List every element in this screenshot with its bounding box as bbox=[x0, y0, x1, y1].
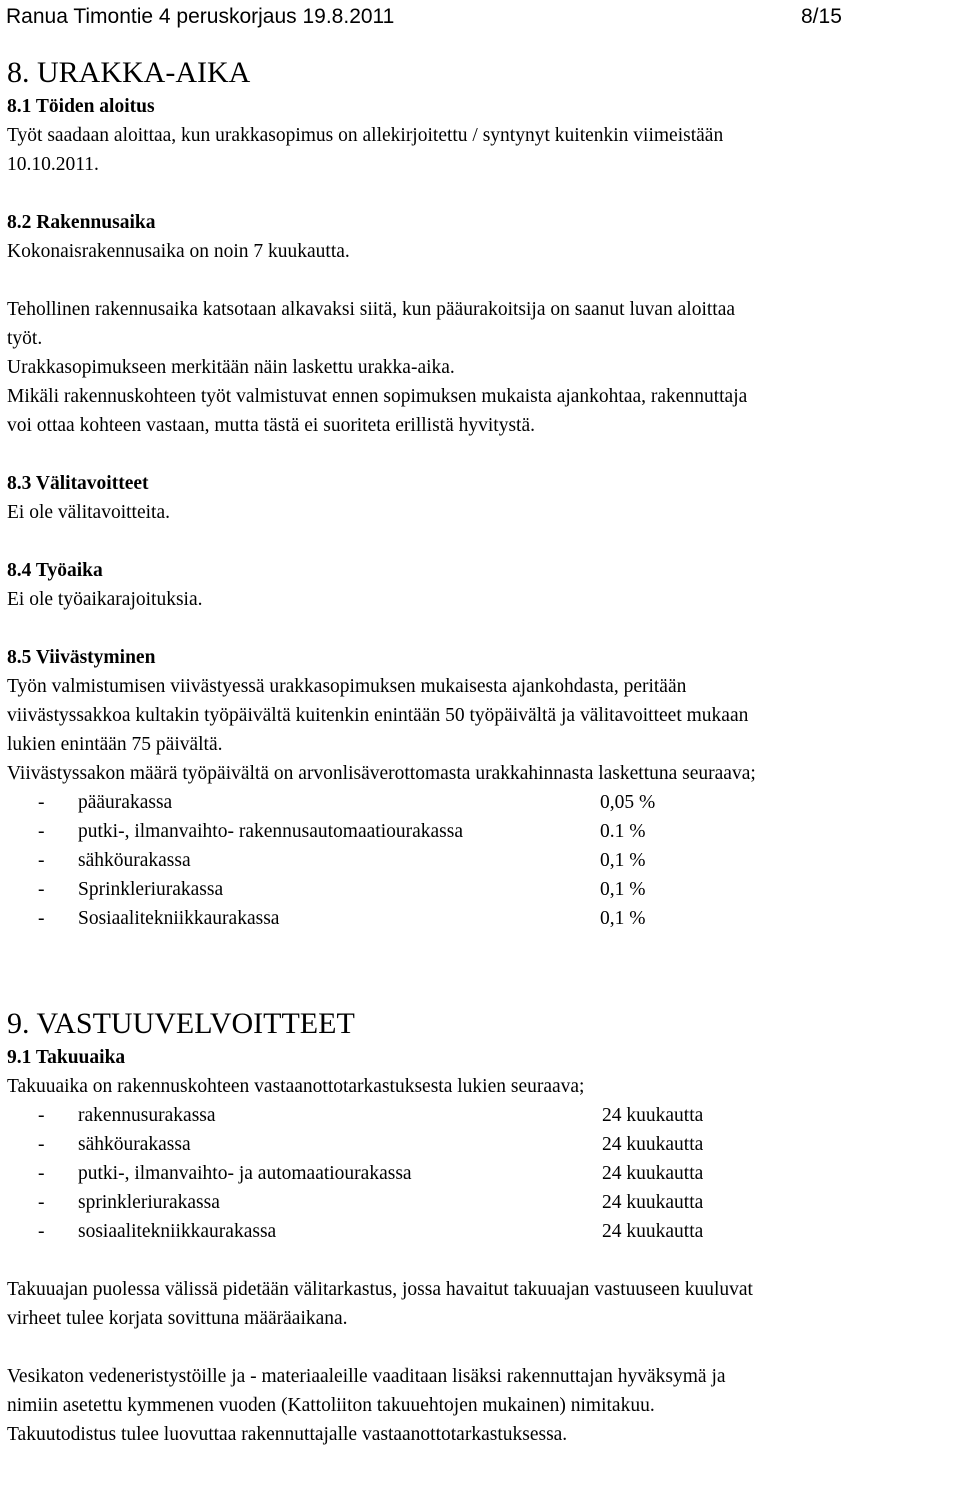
section-9-1-heading: 9.1 Takuuaika bbox=[7, 1047, 126, 1068]
section-8-2-text: voi ottaa kohteen vastaan, mutta tästä ei suoriteta erillistä hyvitystä. bbox=[7, 415, 535, 436]
roofing-warranty-text: nimiin asetettu kymmenen vuoden (Kattoliiton takuuehtojen mukainen) nimitakuu. bbox=[7, 1395, 655, 1416]
warranty-label: sprinkleriurakassa bbox=[78, 1192, 220, 1213]
penalty-label: Sosiaalitekniikkaurakassa bbox=[78, 908, 280, 929]
warranty-row: - rakennusurakassa 24 kuukautta bbox=[7, 1101, 957, 1130]
section-8-2-heading: 8.2 Rakennusaika bbox=[7, 212, 156, 233]
penalty-label: sähköurakassa bbox=[78, 850, 191, 871]
penalty-label: pääurakassa bbox=[78, 792, 173, 813]
warranty-label: sosiaalitekniikkaurakassa bbox=[78, 1221, 277, 1242]
warranty-value: 24 kuukautta bbox=[602, 1105, 704, 1126]
penalty-value: 0,1 % bbox=[600, 850, 646, 871]
warranty-value: 24 kuukautta bbox=[602, 1163, 704, 1184]
penalty-value: 0,05 % bbox=[600, 792, 656, 813]
warranty-label: rakennusurakassa bbox=[78, 1105, 216, 1126]
warranty-row: - sosiaalitekniikkaurakassa 24 kuukautta bbox=[7, 1217, 957, 1246]
document-title: Ranua Timontie 4 peruskorjaus 19.8.2011 bbox=[6, 5, 395, 28]
section-8-3-text: Ei ole välitavoitteita. bbox=[7, 502, 170, 523]
penalty-row: - sähköurakassa 0,1 % bbox=[7, 846, 957, 875]
penalty-row: - Sosiaalitekniikkaurakassa 0,1 % bbox=[7, 904, 957, 933]
section-9-heading: 9. VASTUUVELVOITTEET bbox=[7, 1007, 355, 1040]
page-header bbox=[6, 2, 856, 32]
penalty-row: - Sprinkleriurakassa 0,1 % bbox=[7, 875, 957, 904]
penalty-row: - putki-, ilmanvaihto- rakennusautomaatiourakassa 0.1 % bbox=[7, 817, 957, 846]
warranty-row: - sprinkleriurakassa 24 kuukautta bbox=[7, 1188, 957, 1217]
warranty-inspection-text: virheet tulee korjata sovittuna määräaikana. bbox=[7, 1308, 348, 1329]
section-8-5-text: Viivästyssakon määrä työpäivältä on arvonlisäverottomasta urakkahinnasta laskettuna seuraava; bbox=[7, 763, 756, 784]
section-8-5-text: viivästyssakkoa kultakin työpäivältä kuitenkin enintään 50 työpäivältä ja välitavoitteet mukaan bbox=[7, 705, 749, 726]
penalty-list bbox=[7, 788, 957, 933]
section-8-2-text: Urakkasopimukseen merkitään näin laskettu urakka-aika. bbox=[7, 357, 455, 378]
section-8-2-text: työt. bbox=[7, 328, 43, 349]
warranty-inspection-text: Takuuajan puolessa välissä pidetään välitarkastus, jossa havaitut takuuajan vastuuseen kuuluvat bbox=[7, 1279, 753, 1300]
penalty-label: Sprinkleriurakassa bbox=[78, 879, 224, 900]
section-8-1-text-line2: 10.10.2011. bbox=[7, 154, 99, 175]
document-body bbox=[7, 54, 957, 1449]
warranty-list bbox=[7, 1101, 957, 1246]
section-8-4-heading: 8.4 Työaika bbox=[7, 560, 103, 581]
section-8-1-heading: 8.1 Töiden aloitus bbox=[7, 96, 155, 117]
section-8-1-text-line1: Työt saadaan aloittaa, kun urakkasopimus on allekirjoitettu / syntynyt kuitenkin viimeistään bbox=[7, 125, 724, 146]
warranty-row: - sähköurakassa 24 kuukautta bbox=[7, 1130, 957, 1159]
section-8-heading: 8. URAKKA-AIKA bbox=[7, 56, 251, 89]
section-8-2-text: Tehollinen rakennusaika katsotaan alkavaksi siitä, kun pääurakoitsija on saanut luvan aloittaa bbox=[7, 299, 736, 320]
penalty-label: putki-, ilmanvaihto- rakennusautomaatiourakassa bbox=[78, 821, 464, 842]
section-8-2-text: Kokonaisrakennusaika on noin 7 kuukautta. bbox=[7, 241, 350, 262]
warranty-value: 24 kuukautta bbox=[602, 1134, 704, 1155]
warranty-label: putki-, ilmanvaihto- ja automaatiourakassa bbox=[78, 1163, 412, 1184]
section-9-1-intro: Takuuaika on rakennuskohteen vastaanottotarkastuksesta lukien seuraava; bbox=[7, 1076, 585, 1097]
warranty-row: - putki-, ilmanvaihto- ja automaatiourakassa 24 kuukautta bbox=[7, 1159, 957, 1188]
section-8-2-text: Mikäli rakennuskohteen työt valmistuvat ennen sopimuksen mukaista ajankohtaa, rakennuttaja bbox=[7, 386, 748, 407]
section-8-3-heading: 8.3 Välitavoitteet bbox=[7, 473, 149, 494]
roofing-warranty-text: Takuutodistus tulee luovuttaa rakennuttajalle vastaanottotarkastuksessa. bbox=[7, 1424, 568, 1445]
penalty-row: - pääurakassa 0,05 % bbox=[7, 788, 957, 817]
section-8-5-text: Työn valmistumisen viivästyessä urakkasopimuksen mukaisesta ajankohdasta, peritään bbox=[7, 676, 687, 697]
warranty-value: 24 kuukautta bbox=[602, 1192, 704, 1213]
warranty-value: 24 kuukautta bbox=[602, 1221, 704, 1242]
roofing-warranty-text: Vesikaton vedeneristystöille ja - materiaaleille vaaditaan lisäksi rakennuttajan hyväksymä ja bbox=[7, 1366, 726, 1387]
section-8-5-text: lukien enintään 75 päivältä. bbox=[7, 734, 223, 755]
penalty-value: 0.1 % bbox=[600, 821, 646, 842]
warranty-label: sähköurakassa bbox=[78, 1134, 191, 1155]
page-number: 8/15 bbox=[801, 5, 842, 28]
penalty-value: 0,1 % bbox=[600, 908, 646, 929]
section-8-4-text: Ei ole työaikarajoituksia. bbox=[7, 589, 203, 610]
penalty-value: 0,1 % bbox=[600, 879, 646, 900]
section-8-5-heading: 8.5 Viivästyminen bbox=[7, 647, 156, 668]
